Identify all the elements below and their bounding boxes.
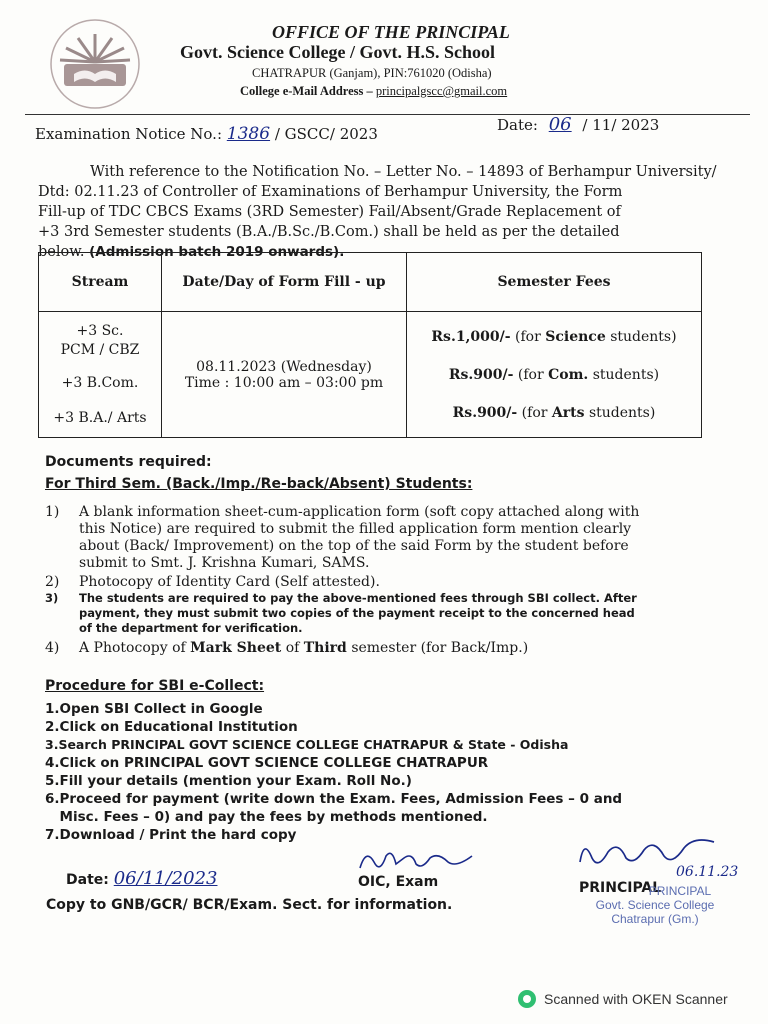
step-text: Fill your details (mention your Exam. Roll No.) — [59, 773, 412, 789]
header-fees: Semester Fees — [407, 253, 702, 312]
fees-cell — [407, 312, 702, 438]
item-bold: Mark Sheet — [190, 640, 282, 656]
list-item — [45, 718, 745, 736]
stream-com: +3 B.Com. — [61, 374, 139, 391]
step-text: Click on PRINCIPAL GOVT SCIENCE COLLEGE CHATRAPUR — [59, 755, 489, 771]
body-line-3: Fill-up of TDC CBCS Exams (3RD Semester) Fail/Absent/Grade Replacement of — [38, 204, 621, 220]
item-number: 1) — [45, 504, 60, 520]
copy-to: Copy to GNB/GCR/ BCR/Exam. Sect. for information. — [46, 897, 453, 913]
principal-stamp — [570, 884, 740, 926]
procedure-list — [45, 700, 745, 844]
fee-amount: Rs.900/- — [448, 366, 514, 383]
list-item — [45, 754, 745, 772]
fee-amount: Rs.1,000/- — [431, 328, 511, 345]
step-text: Proceed for payment (write down the Exam. Fees, Admission Fees – 0 and — [59, 791, 623, 807]
step-number: 3. — [45, 737, 59, 752]
item-line: A blank information sheet-cum-application form (soft copy attached along with — [79, 504, 640, 520]
list-item — [45, 591, 745, 636]
footer-date-hand: 06/11/2023 — [113, 868, 218, 889]
scanner-logo-icon — [518, 990, 536, 1008]
principal-sign-date: 06.11.23 — [676, 864, 739, 880]
college-name: Govt. Science College / Govt. H.S. School — [180, 42, 495, 62]
fee-post: students) — [610, 328, 677, 345]
item-line: this Notice) are required to submit the filled application form mention clearly — [79, 521, 632, 537]
notice-suffix: / GSCC/ 2023 — [274, 125, 378, 143]
office-title: OFFICE OF THE PRINCIPAL — [272, 22, 510, 42]
step-text: Download / Print the hard copy — [59, 827, 297, 843]
oic-signature-scribble — [352, 844, 482, 878]
college-logo — [30, 12, 160, 112]
email-label: College e-Mail Address – — [240, 84, 373, 98]
item-text: of — [285, 640, 300, 656]
fillup-date: 08.11.2023 (Wednesday) — [196, 358, 372, 375]
body-line-1: With reference to the Notification No. – Letter No. – 14893 of Berhampur University/ — [90, 164, 717, 180]
stream-sc: +3 Sc. — [76, 322, 124, 339]
fillup-time: Time : 10:00 am – 03:00 pm — [184, 374, 384, 391]
item-bold: Third — [303, 640, 347, 656]
fee-arts — [408, 394, 700, 432]
item-line: about (Back/ Improvement) on the top of the said Form by the student before — [79, 538, 629, 554]
documents-list — [45, 504, 745, 657]
step-number: 5. — [45, 773, 60, 789]
body-line-4: +3 3rd Semester students (B.A./B.Sc./B.Com.) shall be held as per the detailed — [38, 224, 620, 240]
header-stream: Stream — [39, 253, 162, 312]
item-text: semester (for Back/Imp.) — [351, 640, 529, 656]
item-line: submit to Smt. J. Krishna Kumari, SAMS. — [79, 555, 370, 571]
item-number: 4) — [45, 640, 60, 656]
college-email-line — [240, 84, 507, 99]
notice-date-rest: / 11/ 2023 — [582, 116, 660, 134]
item-text: A Photocopy of — [79, 640, 186, 656]
notice-date-line — [497, 114, 659, 135]
admission-batch: (Admission batch 2019 onwards). — [89, 244, 345, 260]
item-line: payment, they must submit two copies of the payment receipt to the concerned head — [79, 606, 635, 620]
scanner-text: Scanned with OKEN Scanner — [544, 991, 728, 1007]
step-number: 7. — [45, 827, 60, 843]
notice-number-line — [35, 124, 378, 144]
oic-label: OIC, Exam — [358, 874, 439, 890]
list-item — [45, 700, 745, 718]
list-item — [45, 504, 745, 572]
fee-pre: (for — [521, 404, 548, 421]
step-text: Misc. Fees – 0) and pay the fees by methods mentioned. — [59, 809, 488, 825]
fee-science — [408, 318, 700, 356]
table-row — [39, 312, 702, 438]
fee-commerce — [408, 356, 700, 394]
step-text: Click on Educational Institution — [59, 719, 298, 735]
notice-date-label: Date: — [497, 116, 538, 134]
fee-post: students) — [592, 366, 660, 383]
fee-group: Arts — [551, 404, 585, 421]
fee-pre: (for — [517, 366, 544, 383]
item-number: 3) — [45, 591, 59, 605]
stamp-line: Chatrapur (Gm.) — [611, 912, 699, 926]
scanner-watermark — [518, 990, 728, 1008]
fee-post: students) — [588, 404, 656, 421]
step-number: 4. — [45, 755, 60, 771]
step-text: Search PRINCIPAL GOVT SCIENCE COLLEGE CHATRAPUR & State - Odisha — [58, 737, 569, 752]
fee-pre: (for — [515, 328, 541, 345]
college-address: CHATRAPUR (Ganjam), PIN:761020 (Odisha) — [252, 66, 492, 80]
step-number: 1. — [45, 701, 60, 717]
item-line: Photocopy of Identity Card (Self attested). — [79, 574, 380, 590]
email-address: principalgscc@gmail.com — [375, 84, 508, 98]
date-cell — [162, 312, 407, 438]
fee-group: Science — [545, 328, 606, 345]
header-date: Date/Day of Form Fill - up — [162, 253, 407, 312]
fee-amount: Rs.900/- — [452, 404, 518, 421]
principal-label: PRINCIPAL — [579, 880, 662, 896]
stream-pcm: PCM / CBZ — [60, 341, 140, 358]
notice-body — [38, 162, 743, 262]
step-text: Open SBI Collect in Google — [59, 701, 263, 717]
notice-label: Examination Notice No.: — [35, 125, 223, 143]
step-number: 2. — [45, 719, 60, 735]
step-number: 6. — [45, 791, 60, 807]
item-number: 2) — [45, 574, 60, 590]
stream-cell — [39, 312, 162, 438]
footer-date-line — [66, 868, 217, 889]
body-line-2: Dtd: 02.11.23 of Controller of Examinations of Berhampur University, the Form — [38, 184, 623, 200]
list-item — [45, 772, 745, 790]
list-item — [45, 574, 745, 591]
item-line: of the department for verification. — [79, 621, 303, 635]
stamp-line: Govt. Science College — [595, 898, 715, 912]
procedure-title: Procedure for SBI e-Collect: — [45, 678, 265, 694]
notice-date-day: 06 — [548, 114, 572, 135]
form-fillup-table — [38, 252, 702, 438]
fee-group: Com. — [548, 366, 589, 383]
documents-title: Documents required: — [45, 454, 212, 470]
table-header-row — [39, 253, 702, 312]
body-below: below. — [38, 244, 85, 260]
stamp-line: PRINCIPAL — [648, 884, 712, 898]
list-item — [45, 736, 745, 754]
footer-date-label: Date: — [66, 872, 109, 888]
notice-number: 1386 — [226, 124, 271, 144]
list-item — [45, 790, 745, 826]
item-line: The students are required to pay the above-mentioned fees through SBI collect. After — [79, 591, 637, 605]
list-item — [45, 640, 745, 657]
documents-subtitle: For Third Sem. (Back./Imp./Re-back/Absent) Students: — [45, 476, 473, 492]
stream-arts: +3 B.A./ Arts — [53, 409, 147, 426]
